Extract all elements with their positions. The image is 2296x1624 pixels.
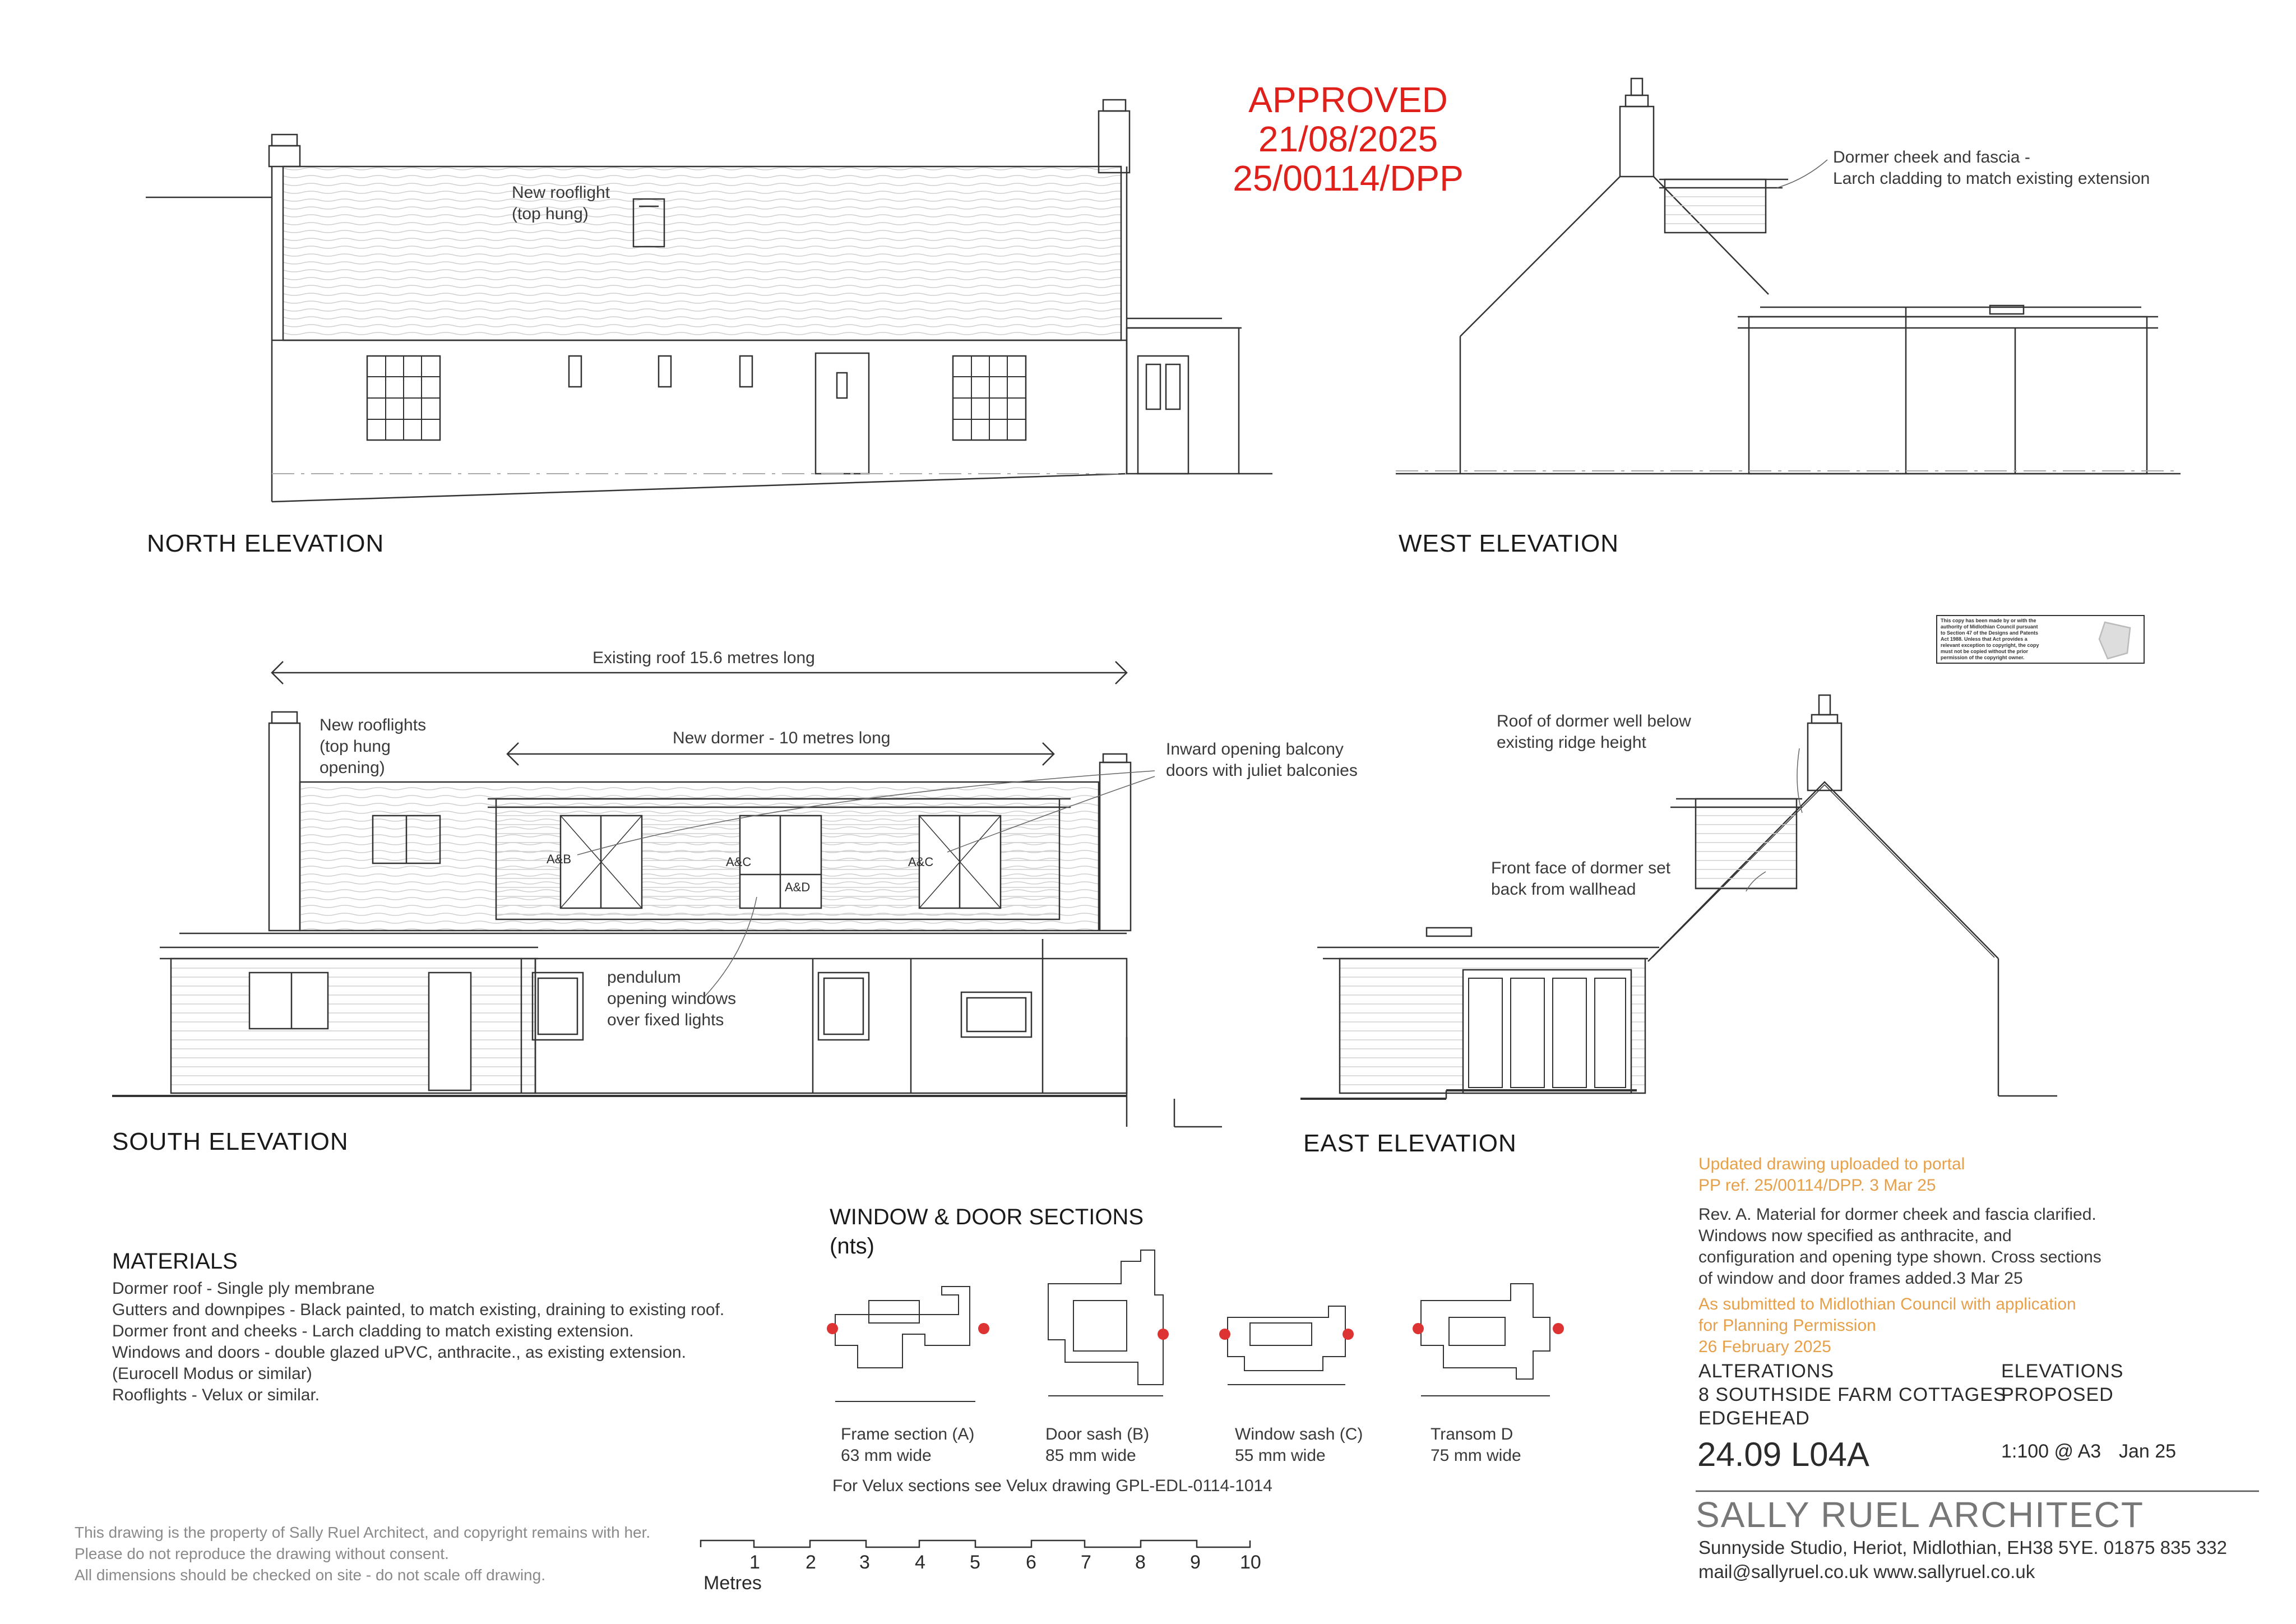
scale-bar-graphic — [701, 1540, 1250, 1547]
revision-submitted: As submitted to Midlothian Council with application for Planning Permission 26 February 2025 — [1698, 1295, 2076, 1356]
section-caption-b: Door sash (B) 85 mm wide — [1045, 1425, 1150, 1465]
scale-unit: Metres — [703, 1572, 762, 1594]
section-caption-a: Frame section (A) 63 mm wide — [841, 1425, 975, 1465]
velux-note: For Velux sections see Velux drawing GPL-EDL-0114-1014 — [832, 1477, 1272, 1495]
scale-tick-2: 2 — [806, 1552, 816, 1573]
scale-tick-3: 3 — [859, 1552, 870, 1573]
scale-tick-8: 8 — [1135, 1552, 1146, 1573]
copyright-box-text: This copy has been made by or with the authority of Midlothian Council pursuant to Section 47 of the Designs and Patents Act 1988. Unless that Act provides a relevant exception to copyright, the copy must not be copied without the prior permission of the copyright owner. — [1941, 618, 2039, 660]
south-rooflights-note: New rooflights (top hung opening) — [320, 716, 427, 777]
section-tag: A&C — [908, 855, 934, 869]
drawing-scale: 1:100 @ A3 — [2001, 1441, 2101, 1462]
stamp-reference: 25/00114/DPP — [1233, 158, 1464, 198]
east-front-note: Front face of dormer set back from wallhead — [1491, 859, 1671, 899]
materials-list: Dormer roof - Single ply membrane Gutters and downpipes - Black painted, to match existing, draining to existing roof. Dormer front and cheeks - Larch cladding to match existing extension. Windows and doors - double glazed uPVC, anthracite., as existing extension. (Eurocell Modus or similar) Rooflights - Velux or similar. — [112, 1279, 725, 1404]
south-elevation-drawing — [112, 661, 1222, 1127]
drawing-date: Jan 25 — [2119, 1441, 2177, 1462]
north-elevation-title: NORTH ELEVATION — [147, 530, 385, 557]
approval-stamp — [1222, 80, 1474, 198]
north-elevation-drawing — [146, 100, 1272, 502]
stamp-date: 21/08/2025 — [1258, 119, 1438, 159]
transom-d-drawing — [1413, 1284, 1564, 1396]
stamp-approved: APPROVED — [1248, 80, 1448, 120]
scale-tick-9: 9 — [1190, 1552, 1201, 1573]
existing-roof-dimension: Existing roof 15.6 metres long — [592, 649, 815, 667]
new-dormer-dimension: New dormer - 10 metres long — [673, 729, 891, 747]
drawing-title: ELEVATIONS PROPOSED — [2001, 1361, 2124, 1405]
south-balcony-note: Inward opening balcony doors with juliet balconies — [1166, 740, 1358, 780]
scale-tick-5: 5 — [970, 1552, 980, 1573]
scale-tick-1: 1 — [749, 1552, 760, 1573]
scale-tick-7: 7 — [1081, 1552, 1091, 1573]
frame-section-a-drawing — [827, 1287, 989, 1401]
materials-title: MATERIALS — [112, 1249, 238, 1274]
section-tag: A&C — [726, 855, 752, 869]
project-title: ALTERATIONS 8 SOUTHSIDE FARM COTTAGES EDGEHEAD — [1698, 1361, 2007, 1429]
south-elevation-title: SOUTH ELEVATION — [112, 1128, 349, 1155]
firm-name: SALLY RUEL ARCHITECT — [1696, 1495, 2144, 1535]
drawing-number: 24.09 L04A — [1697, 1436, 1869, 1473]
scale-tick-4: 4 — [915, 1552, 925, 1573]
door-sash-b-drawing — [1048, 1250, 1169, 1396]
revision-updated: Updated drawing uploaded to portal PP ref. 25/00114/DPP. 3 Mar 25 — [1698, 1155, 1965, 1195]
west-elevation-title: WEST ELEVATION — [1399, 530, 1619, 557]
north-rooflight-note: New rooflight (top hung) — [512, 183, 610, 223]
scale-tick-10: 10 — [1240, 1552, 1261, 1573]
disclaimer: This drawing is the property of Sally Ruel Architect, and copyright remains with her. Please do not reproduce the drawing without consent. All dimensions should be checked on site - do not scale off drawing. — [75, 1524, 651, 1584]
revision-a: Rev. A. Material for dormer cheek and fascia clarified. Windows now specified as anthracite, and configuration and opening type shown. Cross sections of window and door frames added.3 Mar 25 — [1698, 1205, 2101, 1288]
section-caption-d: Transom D 75 mm wide — [1431, 1425, 1521, 1465]
section-caption-c: Window sash (C) 55 mm wide — [1235, 1425, 1363, 1465]
east-elevation-drawing — [1300, 695, 2057, 1099]
west-elevation-drawing — [1396, 78, 2181, 474]
section-tag: A&D — [785, 880, 811, 894]
east-elevation-title: EAST ELEVATION — [1303, 1130, 1517, 1157]
sections-title: WINDOW & DOOR SECTIONS (nts) — [830, 1205, 1144, 1259]
south-pendulum-note: pendulum opening windows over fixed lights — [607, 968, 737, 1029]
east-roof-note: Roof of dormer well below existing ridge height — [1497, 712, 1691, 752]
scale-tick-6: 6 — [1026, 1552, 1036, 1573]
window-door-sections — [827, 1250, 1564, 1401]
firm-address: Sunnyside Studio, Heriot, Midlothian, EH38 5YE. 01875 835 332 — [1698, 1537, 2227, 1558]
firm-contact: mail@sallyruel.co.uk www.sallyruel.co.uk — [1698, 1561, 2035, 1582]
west-dormer-note: Dormer cheek and fascia - Larch cladding to match existing extension — [1833, 148, 2150, 188]
section-tag: A&B — [547, 852, 572, 866]
window-sash-c-drawing — [1219, 1306, 1354, 1385]
